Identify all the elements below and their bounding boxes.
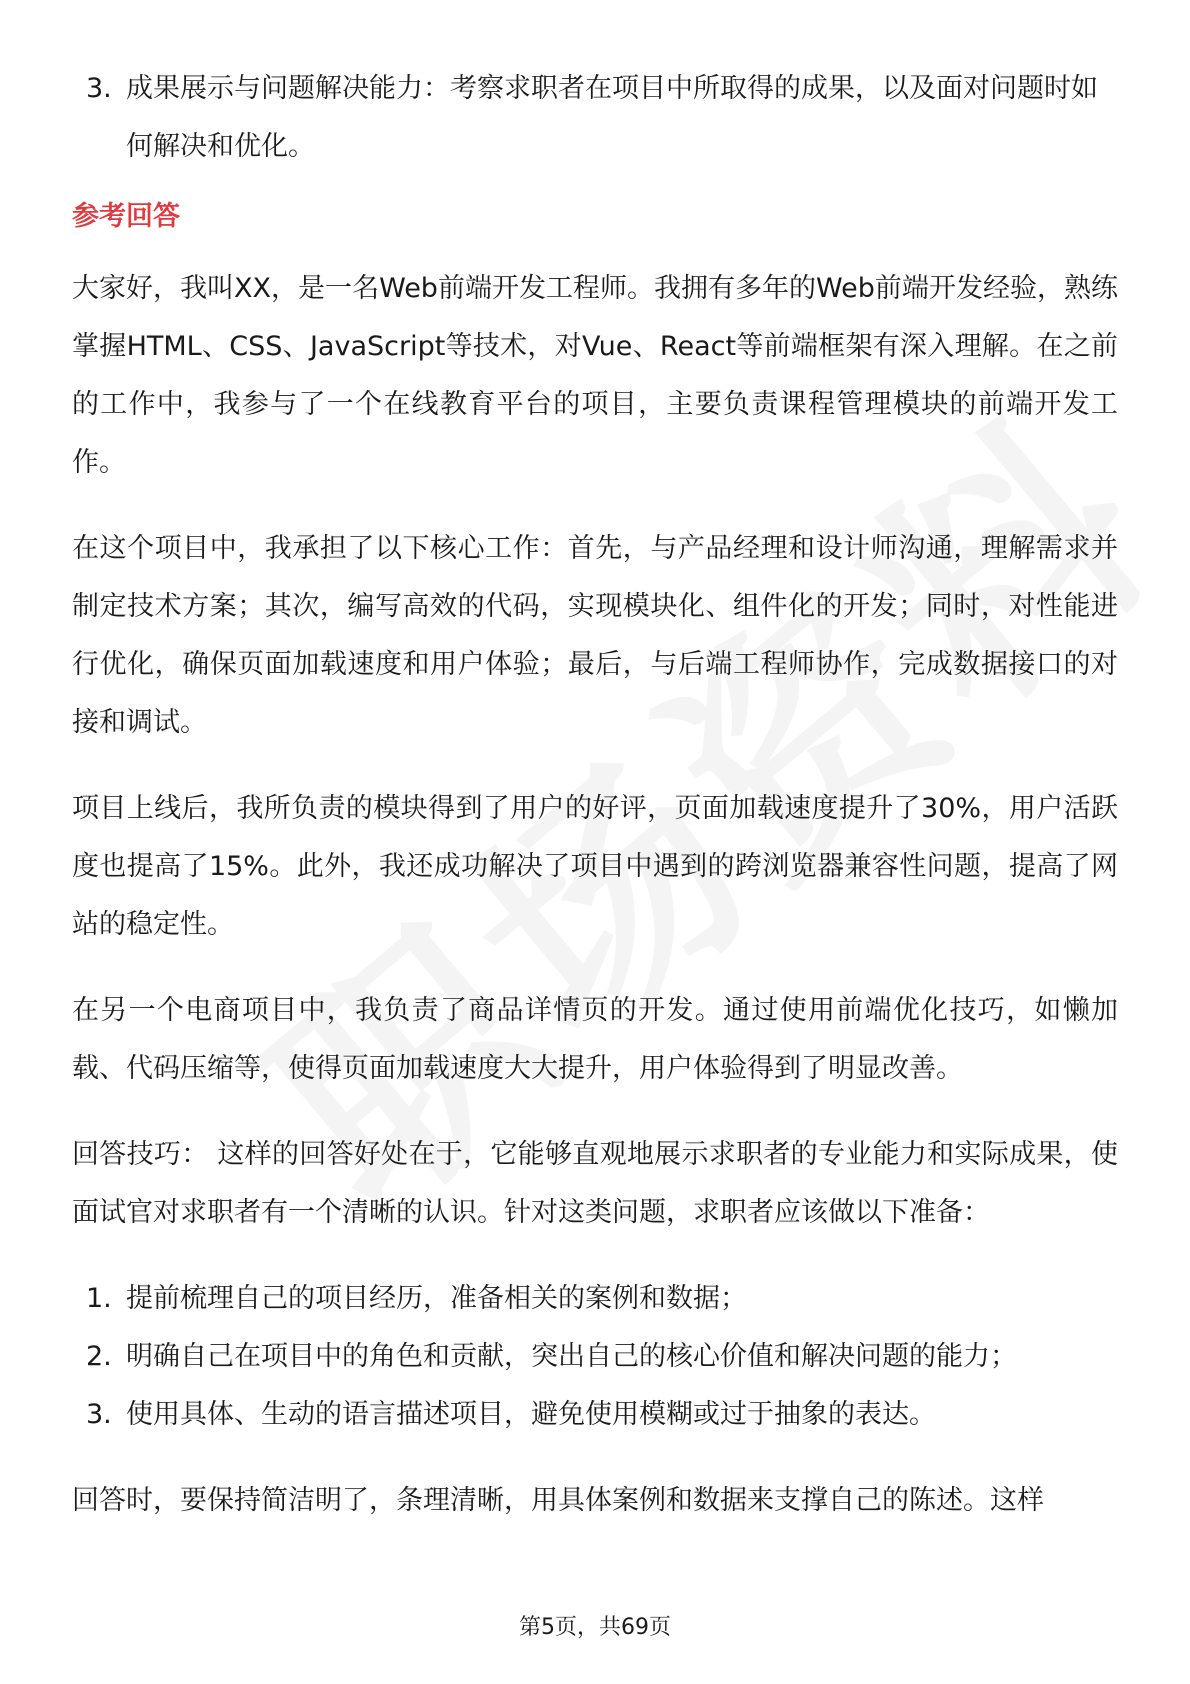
- list-item: [72, 1386, 1118, 1444]
- list-text: 提前梳理自己的项目经历，准备相关的案例和数据；: [126, 1283, 747, 1314]
- list-number: 3.: [86, 73, 112, 104]
- paragraph-ecommerce: 在另一个电商项目中，我负责了商品详情页的开发。通过使用前端优化技巧，如懒加载、代码压缩等，使得页面加载速度大大提升，用户体验得到了明显改善。: [72, 995, 1118, 1084]
- paragraph-tips: 回答技巧： 这样的回答好处在于，它能够直观地展示求职者的专业能力和实际成果，使面试官对求职者有一个清晰的认识。针对这类问题，求职者应该做以下准备：: [72, 1139, 1118, 1228]
- list-text: 使用具体、生动的语言描述项目，避免使用模糊或过于抽象的表达。: [126, 1399, 936, 1430]
- list-text: 成果展示与问题解决能力：考察求职者在项目中所取得的成果，以及面对问题时如何解决和优化。: [126, 73, 1098, 162]
- paragraph-intro: 大家好，我叫XX，是一名Web前端开发工程师。我拥有多年的Web前端开发经验，熟练掌握HTML、CSS、JavaScript等技术，对Vue、React等前端框架有深入理解。在之前的工作中，我参与了一个在线教育平台的项目，主要负责课程管理模块的前端开发工作。: [72, 273, 1118, 478]
- list-number: 3.: [86, 1399, 112, 1430]
- tips-list: [72, 1270, 1118, 1444]
- paragraph-results: 项目上线后，我所负责的模块得到了用户的好评，页面加载速度提升了30%，用户活跃度也提高了15%。此外，我还成功解决了项目中遇到的跨浏览器兼容性问题，提高了网站的稳定性。: [72, 793, 1118, 940]
- paragraph-core-work: 在这个项目中，我承担了以下核心工作：首先，与产品经理和设计师沟通，理解需求并制定技术方案；其次，编写高效的代码，实现模块化、组件化的开发；同时，对性能进行优化，确保页面加载速度和用户体验；最后，与后端工程师协作，完成数据接口的对接和调试。: [72, 533, 1118, 738]
- list-item: [72, 60, 1118, 176]
- list-item: [72, 1270, 1118, 1328]
- page-footer: 第5页，共69页: [519, 1615, 671, 1640]
- paragraph-closing: 回答时，要保持简洁明了，条理清晰，用具体案例和数据来支撑自己的陈述。这样: [72, 1485, 1044, 1516]
- page-content: [72, 60, 1118, 1558]
- list-text: 明确自己在项目中的角色和贡献，突出自己的核心价值和解决问题的能力；: [126, 1341, 1017, 1372]
- list-number: 1.: [86, 1283, 112, 1314]
- criteria-list: [72, 60, 1118, 176]
- section-title: 参考回答: [72, 201, 180, 232]
- list-item: [72, 1328, 1118, 1386]
- list-number: 2.: [86, 1341, 112, 1372]
